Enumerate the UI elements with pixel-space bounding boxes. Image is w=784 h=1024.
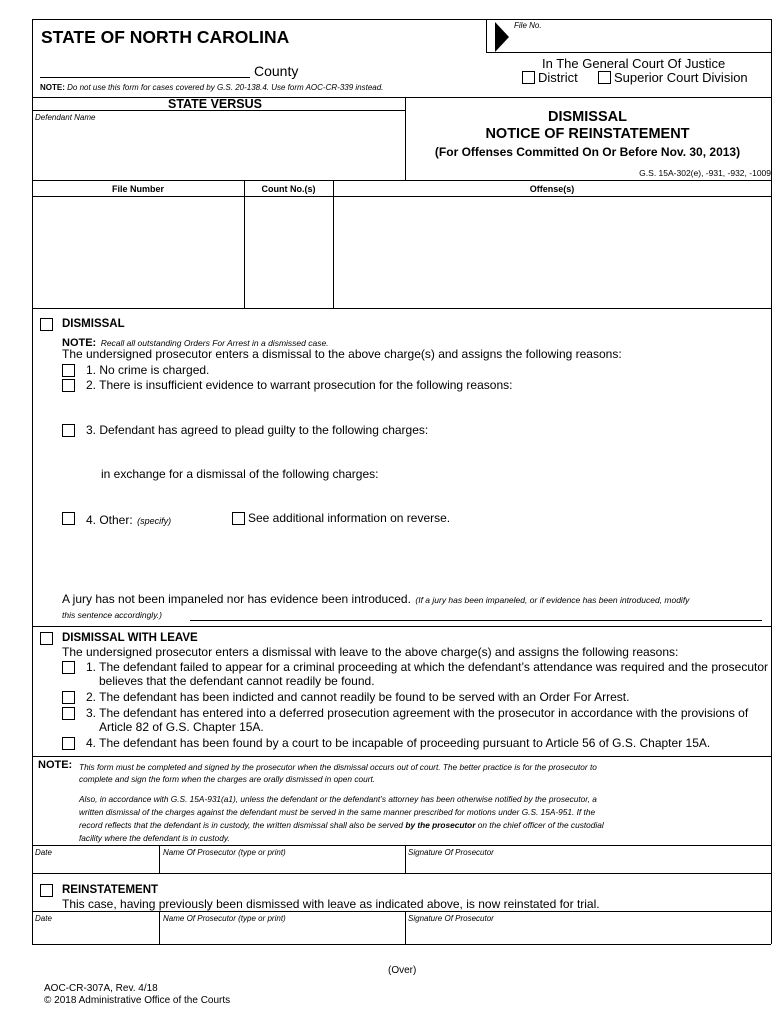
superior-label: Superior Court Division [614,70,748,85]
bottom-note-line6: facility where the defendant is in custody. [79,833,230,843]
dwl-reason1-checkbox[interactable] [62,661,75,674]
state-versus: STATE VERSUS [168,97,262,111]
dismissal-with-leave-title: DISMISSAL WITH LEAVE [62,632,198,644]
reinstatement-title: REINSTATEMENT [62,884,159,896]
reason1-text: 1. No crime is charged. [86,363,210,377]
dwl-reason4-text: 4. The defendant has been found by a court to be incapable of proceeding pursuant to Article 56 of G.S. Chapter 15A. [86,736,711,750]
dwl-reason2-checkbox[interactable] [62,691,75,704]
reason3-checkbox[interactable] [62,424,75,437]
reason2-checkbox[interactable] [62,379,75,392]
reinstatement-text: This case, having previously been dismissed with leave as indicated above, is now reinstated for trial. [62,897,600,911]
offense-header: Offense(s) [529,184,575,194]
statute-reference: G.S. 15A-302(e), -931, -932, -1009 [639,168,771,178]
county-line[interactable] [40,77,250,78]
see-reverse-checkbox[interactable] [232,512,245,525]
state-title: STATE OF NORTH CAROLINA [41,27,290,47]
bottom-note-line1: This form must be completed and signed by the prosecutor when the dismissal occurs out of court. The better practice is for the prosecutor to [79,762,597,772]
dismissal-note: NOTE: Recall all outstanding Orders For Arrest in a dismissed case. [62,337,329,349]
file-no-label: File No. [514,21,542,30]
dwl-intro: The undersigned prosecutor enters a dismissal with leave to the above charge(s) and assigns the following reasons: [62,645,679,659]
dismissal-title: DISMISSAL [62,318,125,330]
reason2-text: 2. There is insufficient evidence to warrant prosecution for the following reasons: [86,378,513,392]
count-no-cell[interactable] [245,197,332,307]
over-label: (Over) [388,965,417,976]
prosecutor-name-label-1: Name Of Prosecutor (type or print) [163,848,286,857]
file-number-cell[interactable] [33,197,243,307]
dwl-reason2-text: 2. The defendant has been indicted and cannot readily be found to be served with an Order For Arrest. [86,690,630,704]
defendant-name-field[interactable] [34,124,402,178]
dwl-reason4-checkbox[interactable] [62,737,75,750]
jury-modify-line[interactable] [190,620,762,621]
form-title-line3: (For Offenses Committed On Or Before Nov. 30, 2013) [434,145,741,159]
date-label-2: Date [35,914,52,923]
superior-checkbox[interactable] [598,71,611,84]
offense-cell[interactable] [334,197,770,307]
court-title: In The General Court Of Justice [542,56,726,71]
copyright: © 2018 Administrative Office of the Courts [44,995,231,1006]
file-number-header: File Number [111,184,164,194]
jury-statement: A jury has not been impaneled nor has evidence been introduced. (If a jury has been impaneled, or if evidence has been introduced, modify [62,592,690,606]
defendant-name-label: Defendant Name [35,113,96,122]
count-no-header: Count No.(s) [261,184,316,194]
form-title-line2: NOTICE OF REINSTATEMENT [485,126,690,142]
prosecutor-signature-label-2: Signature Of Prosecutor [408,914,494,923]
reason1-checkbox[interactable] [62,364,75,377]
district-label: District [538,70,578,85]
dwl-reason3-checkbox[interactable] [62,707,75,720]
dwl-reason1-text-cont: believes that the defendant cannot readily be found. [99,674,375,688]
form-title-line1: DISMISSAL [548,109,627,125]
dismissal-with-leave-checkbox[interactable] [40,632,53,645]
arrow-icon [493,20,511,54]
see-additional-text: See additional information on reverse. [248,511,451,525]
county-label: County [254,63,299,79]
bottom-note-label: NOTE: [38,759,73,771]
district-checkbox[interactable] [522,71,535,84]
bottom-note-line4: written dismissal of the charges against the defendant must be served in the same manner prescribed for motions under G.S. 15A-951. If the [79,807,596,817]
dismissal-intro: The undersigned prosecutor enters a dismissal to the above charge(s) and assigns the following reasons: [62,347,622,361]
jury-note-continued: this sentence accordingly.) [62,610,163,620]
dwl-reason1-text: 1. The defendant failed to appear for a criminal proceeding at which the defendant’s attendance was required and the prosecutor [86,660,769,674]
exchange-text: in exchange for a dismissal of the following charges: [101,467,379,481]
bottom-note-line2: complete and sign the form when the charges are orally dismissed in open court. [79,774,376,784]
bottom-note-line3: Also, in accordance with G.S. 15A-931(a1), unless the defendant or the defendant’s attorney has been otherwise notified by the prosecutor, a [79,794,597,804]
dwl-reason3-text: 3. The defendant has entered into a deferred prosecution agreement with the prosecutor in accordance with the provisions of [86,706,749,720]
date-label-1: Date [35,848,52,857]
prosecutor-signature-label-1: Signature Of Prosecutor [408,848,494,857]
header-note: NOTE: Do not use this form for cases covered by G.S. 20-138.4. Use form AOC-CR-339 instead. [40,83,384,92]
reason3-text: 3. Defendant has agreed to plead guilty to the following charges: [86,423,429,437]
reinstatement-checkbox[interactable] [40,884,53,897]
reason4-checkbox[interactable] [62,512,75,525]
bottom-note-line5: record reflects that the defendant is in custody, the written dismissal shall also be served by the prosecutor on the chief officer of the custodial [79,820,604,830]
prosecutor-name-label-2: Name Of Prosecutor (type or print) [163,914,286,923]
form-id: AOC-CR-307A, Rev. 4/18 [44,983,158,994]
reason4-text: 4. Other: (specify) [86,513,172,527]
dwl-reason3-text-cont: Article 82 of G.S. Chapter 15A. [99,720,264,734]
dismissal-checkbox[interactable] [40,318,53,331]
